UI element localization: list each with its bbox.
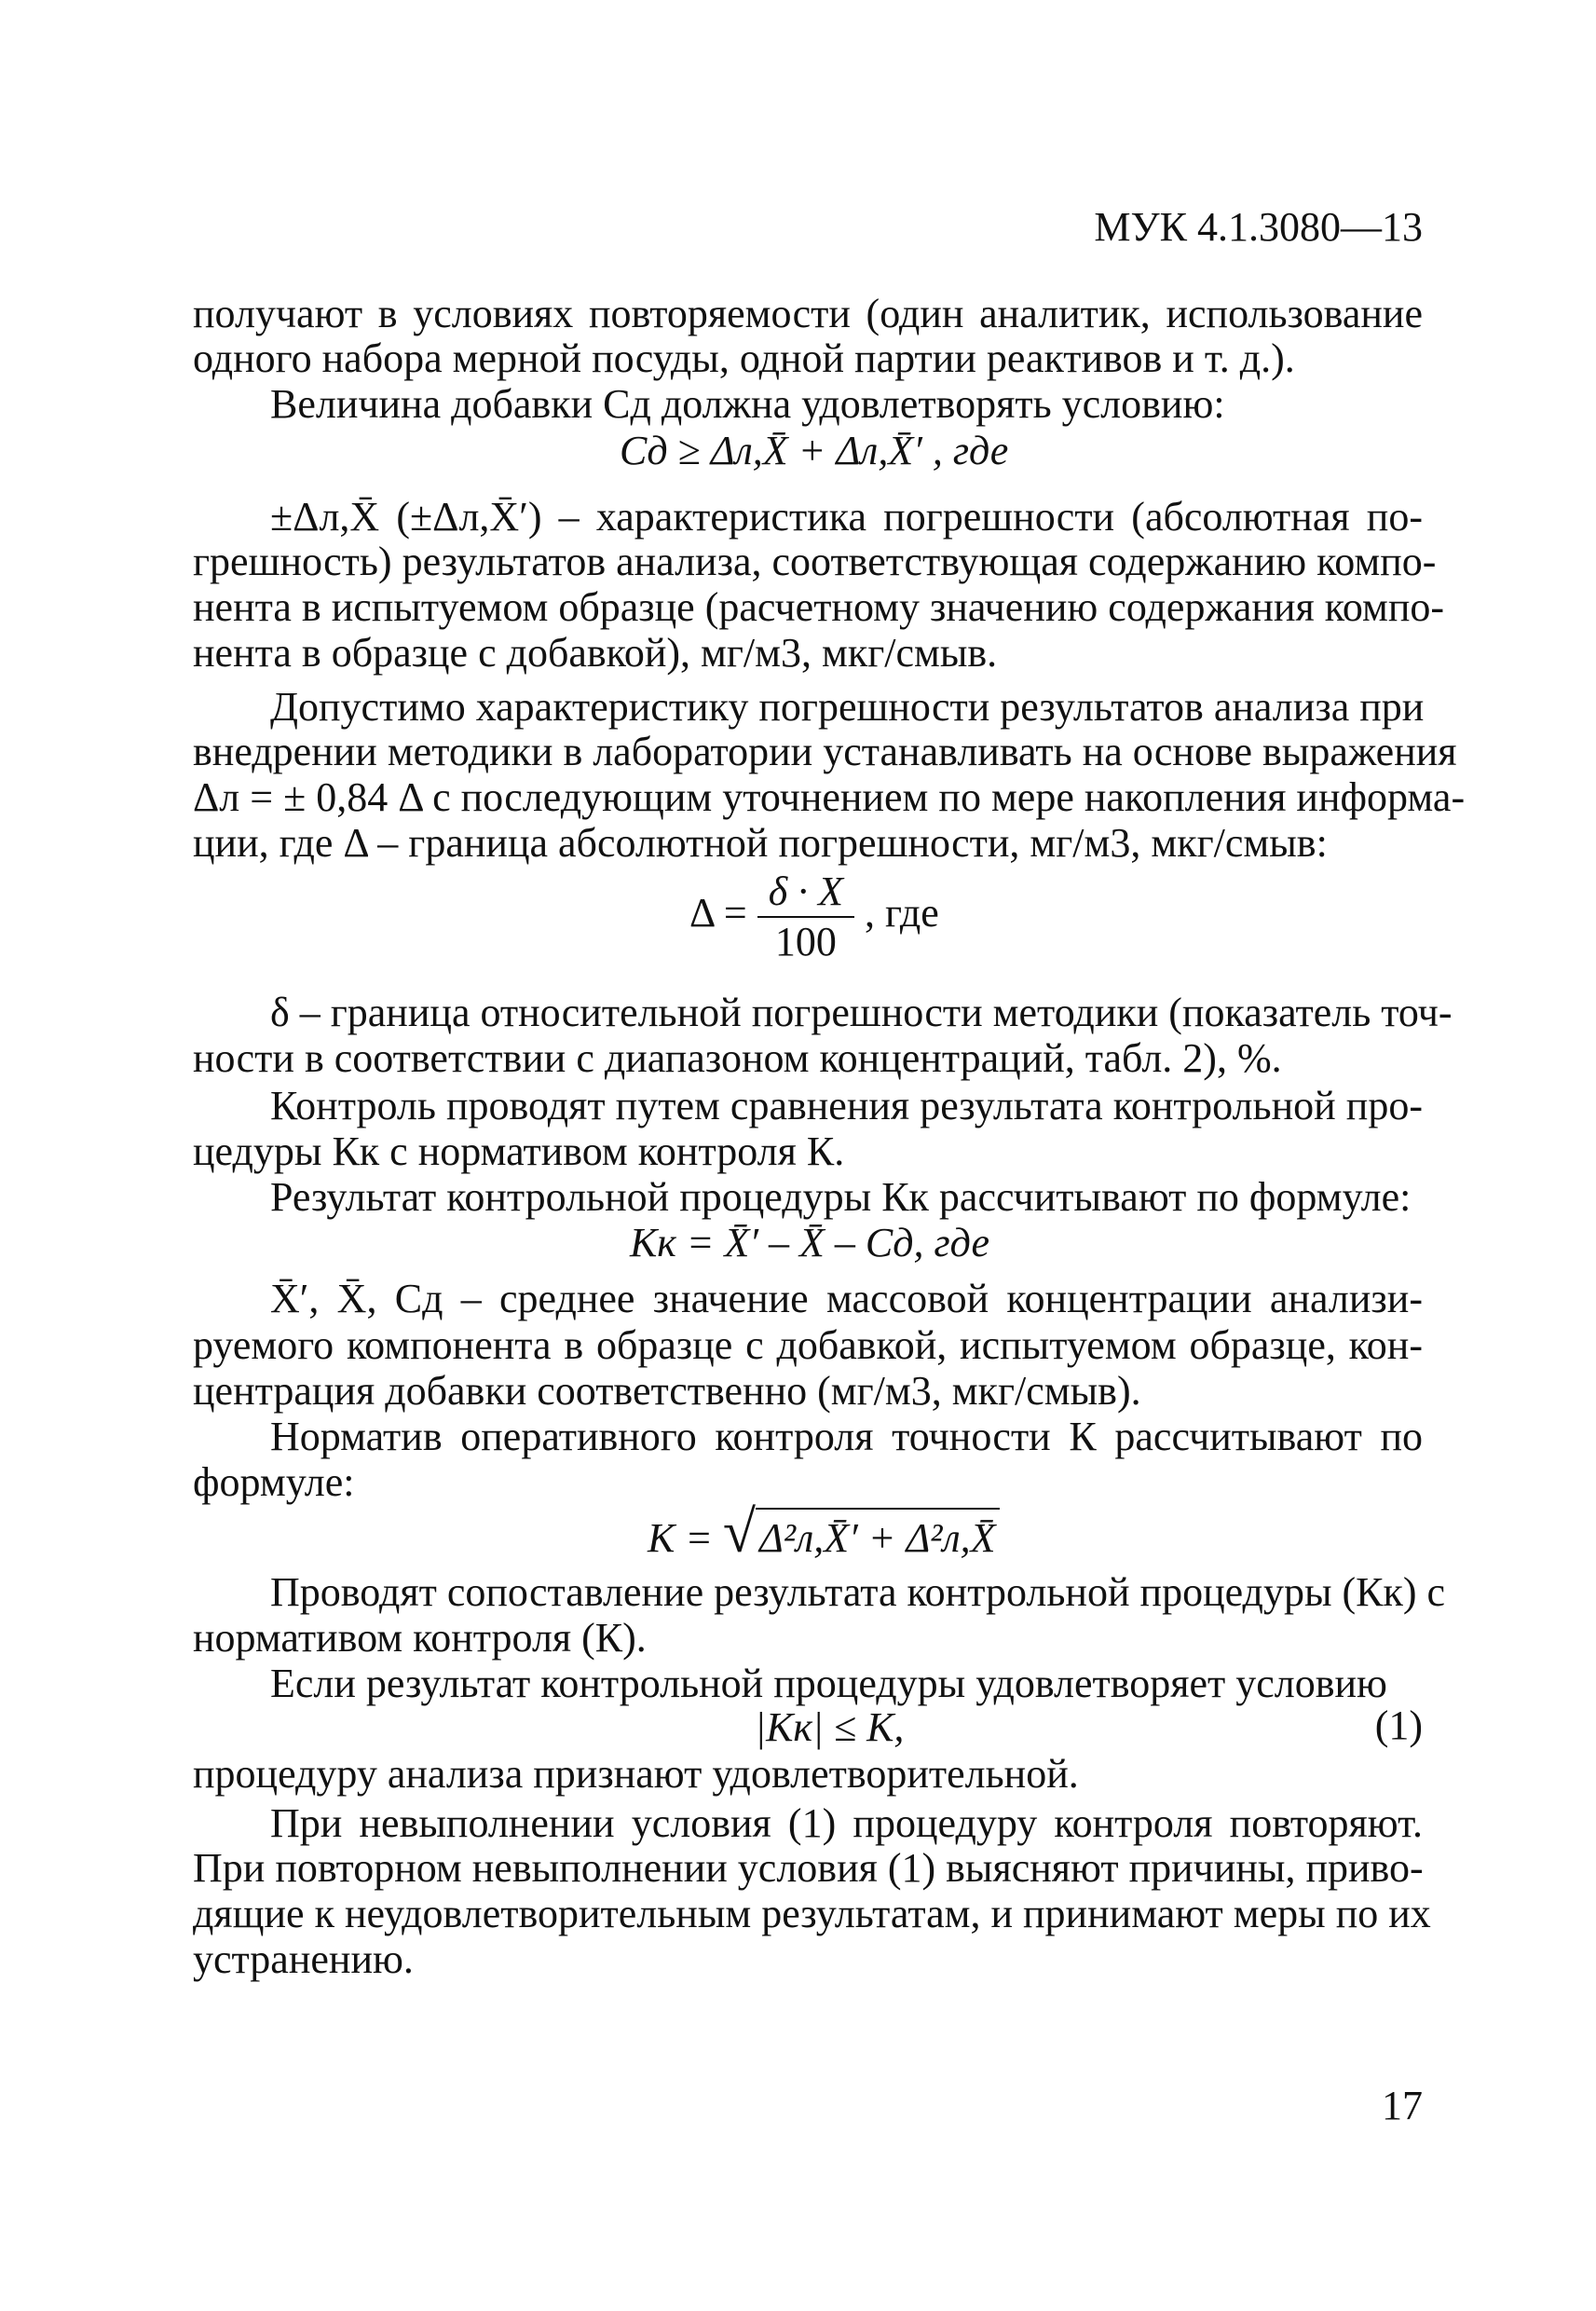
document-code: МУК 4.1.3080—13 — [1094, 204, 1423, 250]
text-line: Проводят сопоставление результата контрольной процедуры (Кк) с — [270, 1569, 1446, 1615]
formula-control-norm — [648, 1498, 1000, 1565]
formula-condition-1: |Кк| ≤ К, — [755, 1704, 905, 1750]
sqrt-radicand: Δ²л,X̄′ + Δ²л,X̄ — [756, 1508, 999, 1561]
fraction — [757, 868, 854, 964]
formula-lhs: Δ = — [689, 890, 747, 937]
text-line: ности в соответствии с диапазоном концентраций, табл. 2), %. — [193, 1035, 1282, 1081]
text-line: получают в условиях повторяемости (один аналитик, использование — [193, 291, 1423, 336]
equation-number: (1) — [1374, 1702, 1423, 1748]
text-line: руемого компонента в образце с добавкой, испытуемом образце, кон- — [193, 1322, 1423, 1368]
formula-tail: , где — [865, 890, 939, 937]
text-line: цедуры Кк с нормативом контроля К. — [193, 1128, 845, 1174]
page-number: 17 — [1382, 2083, 1423, 2128]
text-line: грешность) результатов анализа, соответствующая содержанию компо- — [193, 539, 1437, 584]
text-line: Норматив оперативного контроля точности К рассчитывают по — [270, 1414, 1423, 1459]
text-line: При повторном невыполнении условия (1) выясняют причины, приво- — [193, 1845, 1424, 1891]
formula-control-result: Кк = X̄′ – X̄ – Сд, где — [630, 1220, 989, 1265]
text-line: Контроль проводят путем сравнения результата контрольной про- — [270, 1083, 1423, 1128]
text-line: нента в образце с добавкой), мг/м3, мкг/смыв. — [193, 630, 998, 676]
text-line: Результат контрольной процедуры Кк рассчитывают по формуле: — [270, 1174, 1412, 1220]
text-line: одного набора мерной посуды, одной партии реактивов и т. д.). — [193, 335, 1295, 381]
text-line: дящие к неудовлетворительным результатам, и принимают меры по их — [193, 1891, 1431, 1936]
text-line: нормативом контроля (К). — [193, 1615, 647, 1661]
text-line: X̄′, X̄, Сд – среднее значение массовой концентрации анализи- — [270, 1276, 1423, 1321]
formula-addition-condition: Сд ≥ Δл,X̄ + Δл,X̄′ , где — [620, 428, 1009, 473]
fraction-numerator: δ · X — [757, 871, 854, 918]
fraction-denominator: 100 — [774, 919, 837, 964]
text-line: Допустимо характеристику погрешности результатов анализа при — [270, 684, 1425, 730]
text-line: центрация добавки соответственно (мг/м3, мкг/смыв). — [193, 1368, 1141, 1414]
formula-lhs: К = — [648, 1515, 713, 1561]
text-line: При невыполнении условия (1) процедуру контроля повторяют. — [270, 1800, 1423, 1846]
text-line: δ – граница относительной погрешности методики (показатель точ- — [270, 990, 1453, 1035]
text-line: устранению. — [193, 1936, 414, 1982]
text-line: ции, где Δ – граница абсолютной погрешности, мг/м3, мкг/смыв: — [193, 820, 1328, 866]
formula-abs-error — [689, 868, 939, 964]
text-line: процедуру анализа признают удовлетворительной. — [193, 1751, 1079, 1797]
text-line: нента в испытуемом образце (расчетному значению содержания компо- — [193, 584, 1445, 630]
text-line: Δл = ± 0,84 Δ с последующим уточнением по мере накопления информа- — [193, 774, 1466, 820]
sqrt-icon: √ — [722, 1498, 757, 1565]
text-line: Если результат контрольной процедуры удовлетворяет условию — [270, 1661, 1387, 1706]
text-line: внедрении методики в лаборатории устанавливать на основе выражения — [193, 729, 1457, 774]
text-line: Величина добавки Сд должна удовлетворять условию: — [270, 381, 1225, 427]
text-line: ±Δл,X̄ (±Δл,X̄′) – характеристика погрешности (абсолютная по- — [270, 494, 1423, 540]
text-line: формуле: — [193, 1459, 355, 1505]
